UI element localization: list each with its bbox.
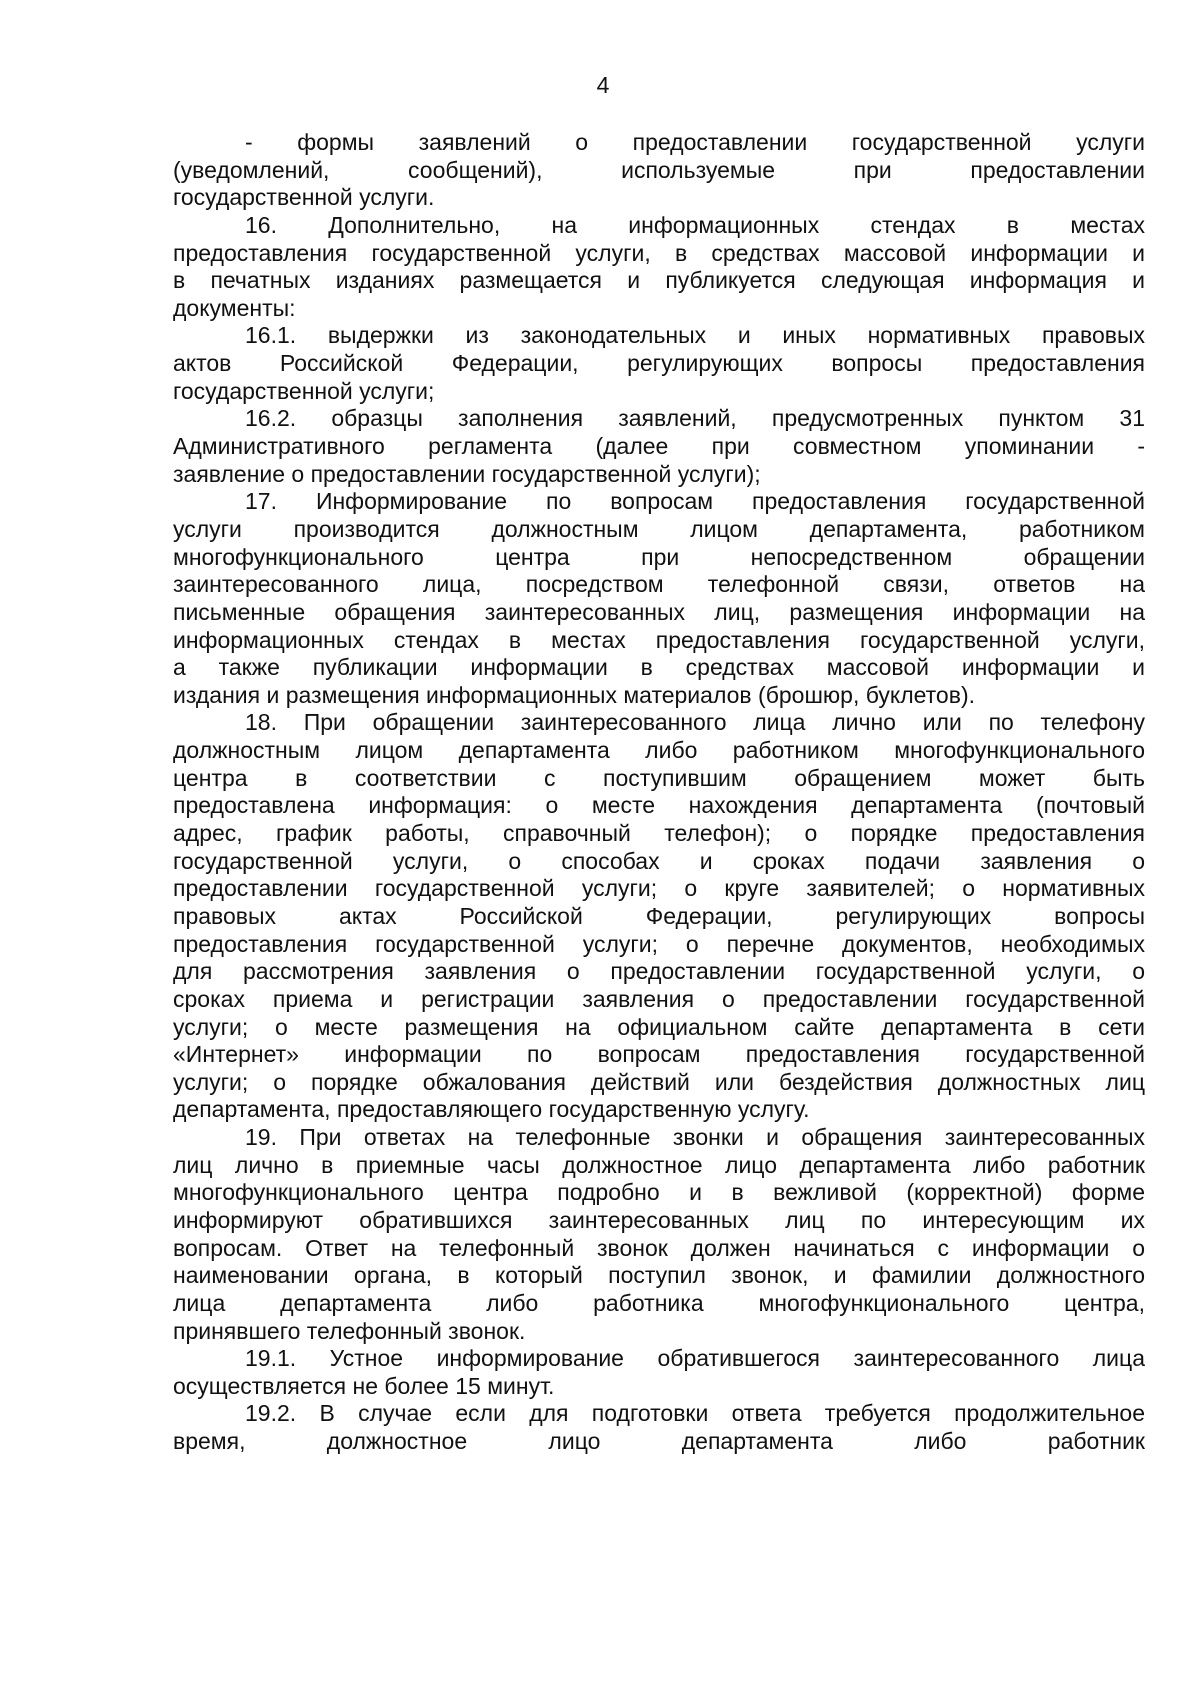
paragraph-line: документы: — [173, 294, 296, 321]
paragraph-line: издания и размещения информационных материалов (брошюр, буклетов). — [173, 681, 975, 708]
paragraph-line: услуги производится должностным лицом департамента, работником — [173, 515, 1145, 542]
page-number: 4 — [596, 72, 610, 98]
paragraph-line: для рассмотрения заявления о предоставлении государственной услуги, о — [173, 958, 1145, 985]
paragraph — [173, 129, 1145, 212]
paragraph-line: 16.1. выдержки из законодательных и иных нормативных правовых — [245, 322, 1145, 349]
paragraph-line: 16.2. образцы заполнения заявлений, предусмотренных пунктом 31 — [245, 405, 1145, 432]
paragraph-line: принявшего телефонный звонок. — [173, 1317, 526, 1344]
paragraph — [173, 1345, 1145, 1400]
paragraph-line: Административного регламента (далее при совместном упоминании - — [173, 433, 1145, 460]
paragraph-line: адрес, график работы, справочный телефон); о порядке предоставления — [173, 820, 1145, 847]
paragraph-line: многофункционального центра при непосредственном обращении — [173, 543, 1145, 570]
paragraph-line: 19.2. В случае если для подготовки ответа требуется продолжительное — [245, 1400, 1145, 1427]
paragraph-line: 18. При обращении заинтересованного лица лично или по телефону — [245, 709, 1145, 736]
paragraph-line: а также публикации информации в средствах массовой информации и — [173, 654, 1145, 681]
paragraph-line: время, должностное лицо департамента либо работник — [173, 1428, 1145, 1455]
paragraph-line: центра в соответствии с поступившим обращением может быть — [173, 764, 1145, 791]
paragraph — [173, 709, 1145, 1124]
paragraph-line: актов Российской Федерации, регулирующих вопросы предоставления — [173, 350, 1145, 377]
paragraph-line: заявление о предоставлении государственной услуги); — [173, 460, 761, 487]
paragraph-line: услуги; о порядке обжалования действий или бездействия должностных лиц — [173, 1068, 1145, 1095]
paragraph — [173, 212, 1145, 323]
paragraph-line: многофункционального центра подробно и в вежливой (корректной) форме — [173, 1179, 1145, 1206]
paragraph-line: наименовании органа, в который поступил звонок, и фамилии должностного — [173, 1262, 1145, 1289]
paragraph-line: лиц лично в приемные часы должностное лицо департамента либо работник — [173, 1151, 1145, 1178]
paragraph-line: лица департамента либо работника многофункционального центра, — [173, 1289, 1145, 1316]
paragraph — [173, 322, 1145, 405]
paragraph-line: правовых актах Российской Федерации, регулирующих вопросы — [173, 902, 1145, 929]
paragraph-line: должностным лицом департамента либо работником многофункционального — [173, 737, 1145, 764]
paragraph-line: вопросам. Ответ на телефонный звонок должен начинаться с информации о — [173, 1234, 1145, 1261]
paragraph-line: письменные обращения заинтересованных лиц, размещения информации на — [173, 598, 1145, 625]
paragraph-line: информируют обратившихся заинтересованных лиц по интересующим их — [173, 1206, 1145, 1233]
paragraph — [173, 1124, 1145, 1345]
paragraph-line: «Интернет» информации по вопросам предоставления государственной — [173, 1041, 1145, 1068]
paragraph-line: (уведомлений, сообщений), используемые при предоставлении — [173, 156, 1145, 183]
paragraph-line: предоставления государственной услуги, в средствах массовой информации и — [173, 239, 1145, 266]
paragraph-line: сроках приема и регистрации заявления о предоставлении государственной — [173, 985, 1145, 1012]
paragraph-line: департамента, предоставляющего государственную услугу. — [173, 1096, 810, 1123]
paragraph-line: предоставлена информация: о месте нахождения департамента (почтовый — [173, 792, 1145, 819]
paragraph — [173, 1400, 1145, 1455]
paragraph-line: государственной услуги, о способах и сроках подачи заявления о — [173, 847, 1145, 874]
paragraph-line: осуществляется не более 15 минут. — [173, 1372, 555, 1399]
paragraph-line: 16. Дополнительно, на информационных стендах в местах — [245, 211, 1145, 238]
paragraph-line: информационных стендах в местах предоставления государственной услуги, — [173, 626, 1145, 653]
paragraph-line: - формы заявлений о предоставлении государственной услуги — [245, 129, 1145, 155]
paragraph-line: 19. При ответах на телефонные звонки и обращения заинтересованных — [245, 1124, 1145, 1151]
paragraph-line: 19.1. Устное информирование обратившегося заинтересованного лица — [245, 1345, 1145, 1372]
paragraph-line: государственной услуги. — [173, 184, 435, 211]
paragraph-line: заинтересованного лица, посредством телефонной связи, ответов на — [173, 571, 1145, 598]
paragraph-line: предоставления государственной услуги; о перечне документов, необходимых — [173, 930, 1145, 957]
document-body — [173, 129, 1145, 1456]
paragraph — [173, 488, 1145, 709]
paragraph-line: 17. Информирование по вопросам предоставления государственной — [245, 488, 1145, 515]
paragraph-line: услуги; о месте размещения на официальном сайте департамента в сети — [173, 1013, 1145, 1040]
paragraph — [173, 405, 1145, 488]
paragraph-line: предоставлении государственной услуги; о круге заявителей; о нормативных — [173, 875, 1145, 902]
paragraph-line: в печатных изданиях размещается и публикуется следующая информация и — [173, 267, 1145, 294]
paragraph-line: государственной услуги; — [173, 377, 435, 404]
